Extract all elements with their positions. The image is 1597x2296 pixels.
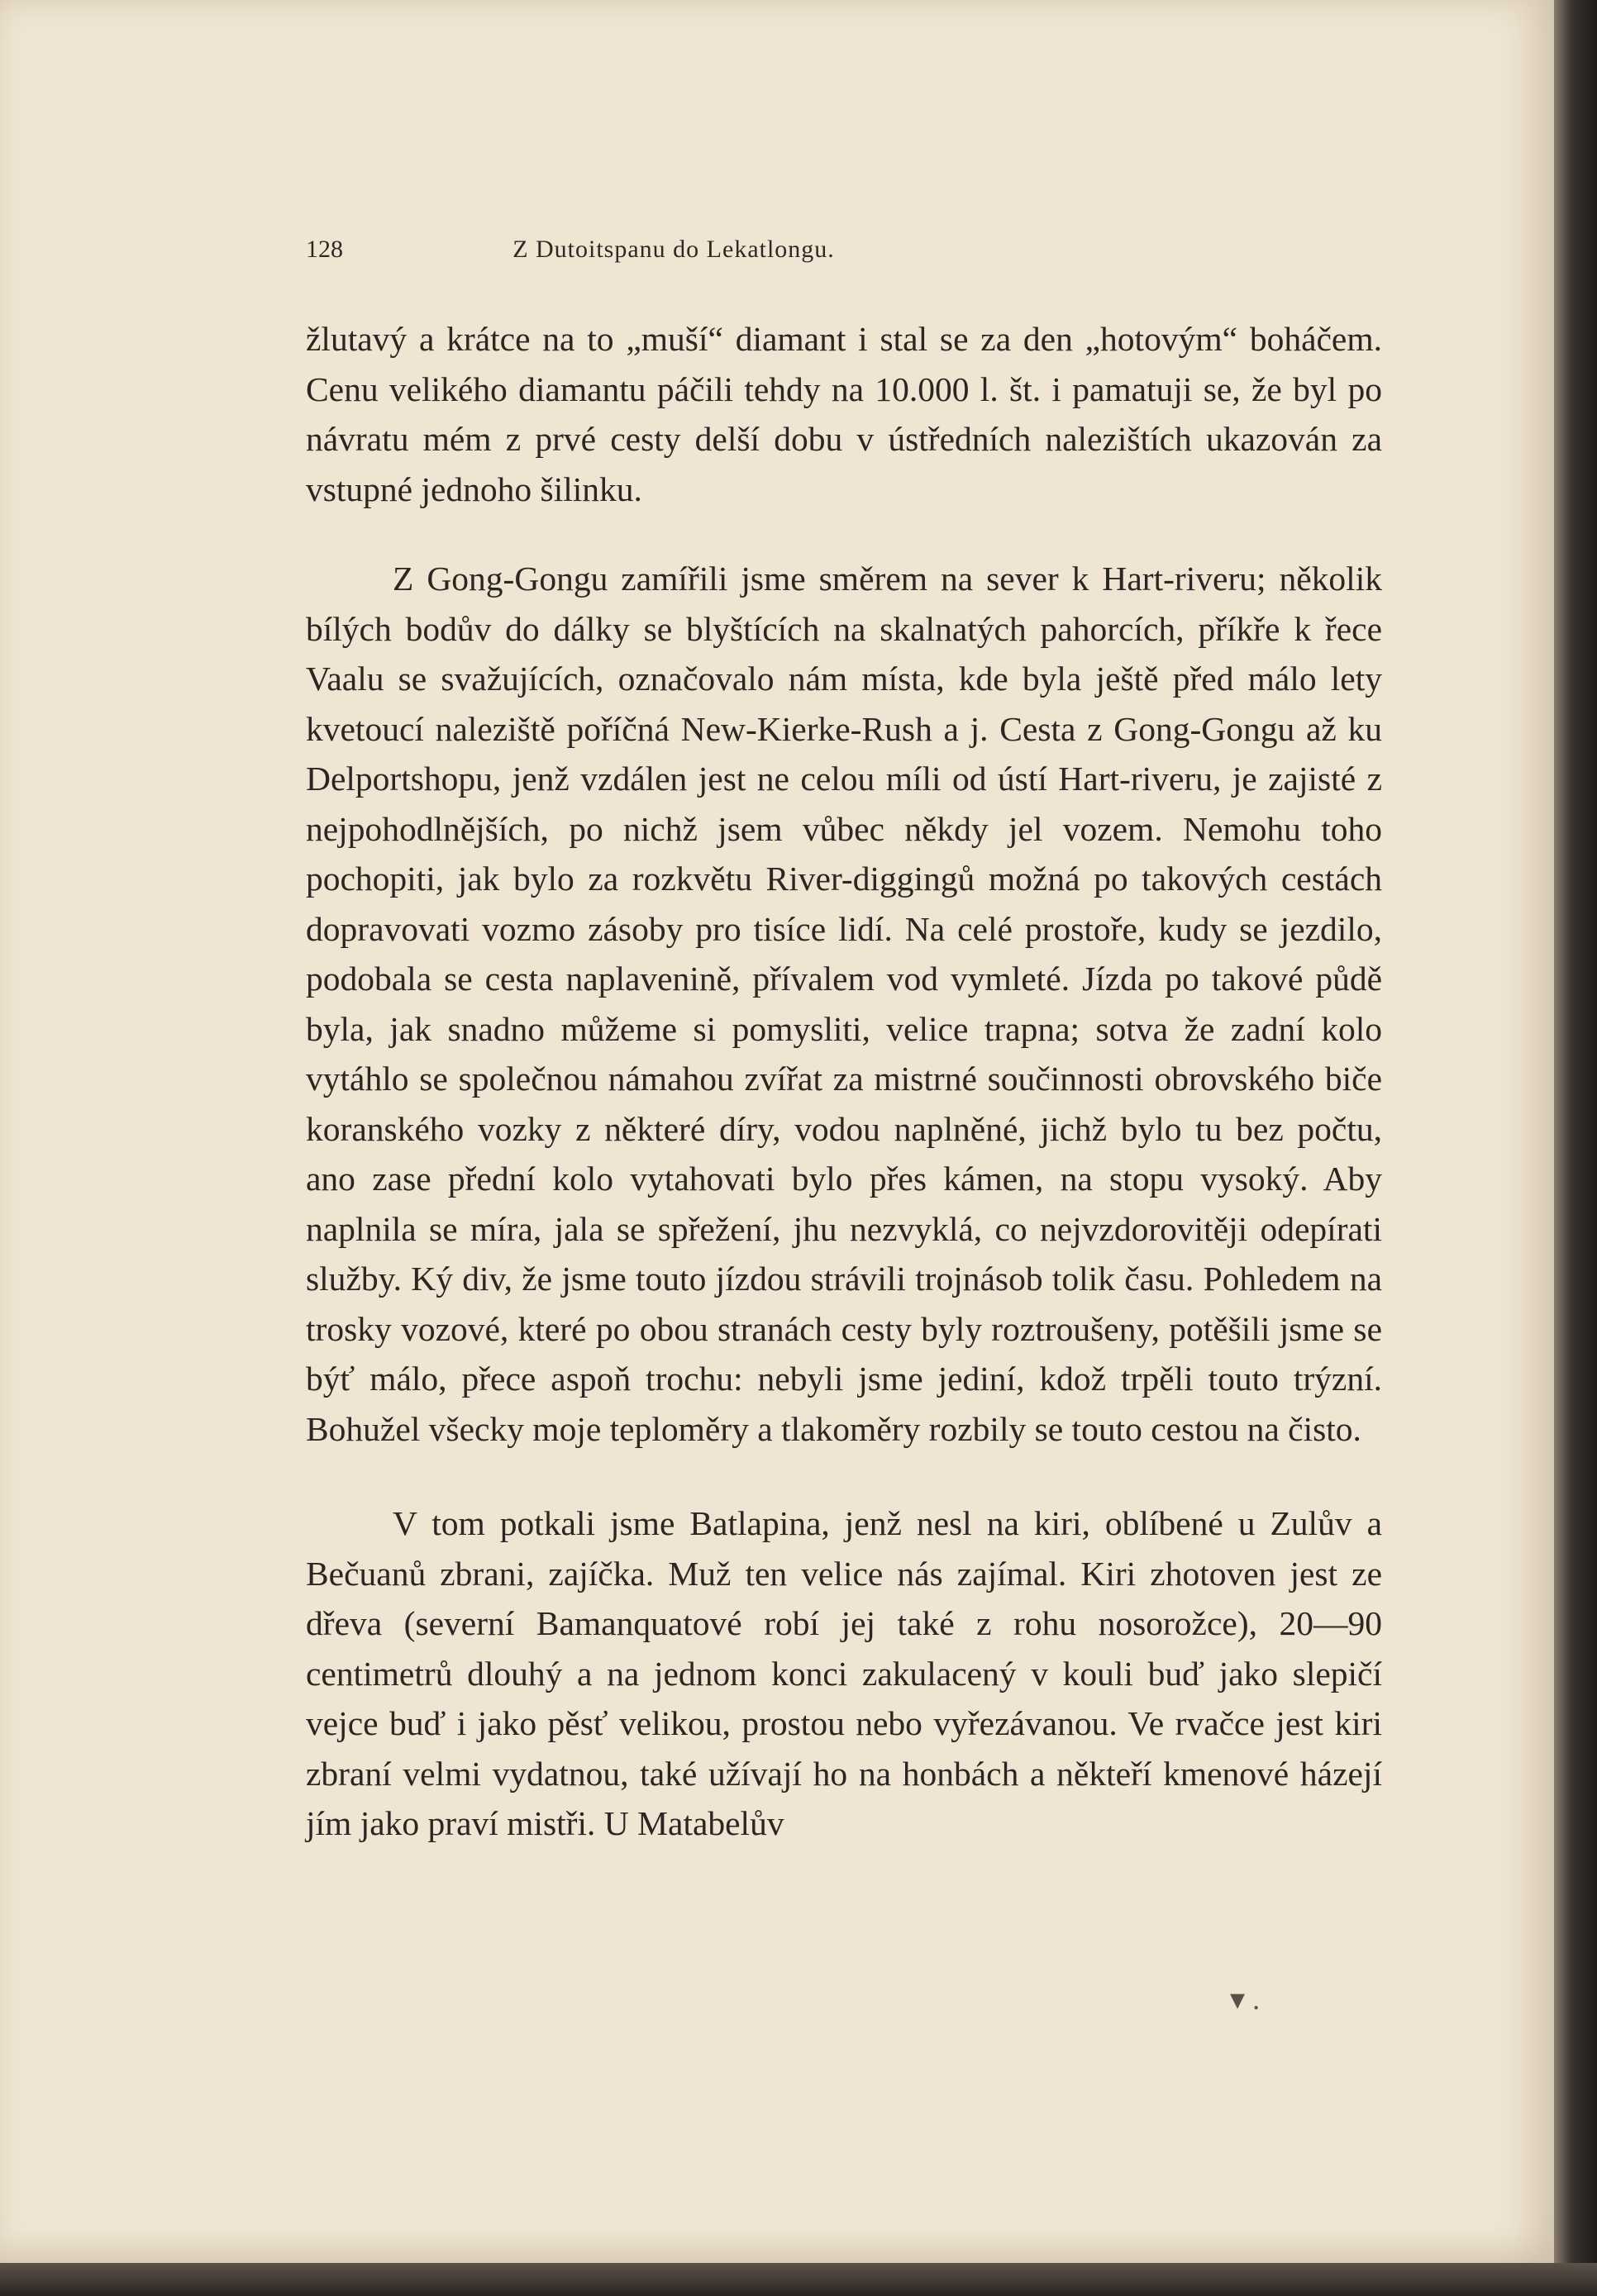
body-text	[306, 314, 1382, 1849]
page-number: 128	[306, 236, 343, 263]
page-edge-shadow	[1554, 0, 1597, 2296]
paragraph-2: Z Gong-Gongu zamířili jsme směrem na sever k Hart-riveru; několik bílých bodův do dálky se blyštících na skalnatých pahorcích, příkře k řece Vaalu se svažujících, označovalo nám místa, kde byla ještě před málo lety kvetoucí naleziště poříčná New-Kierke-Rush a j. Cesta z Gong-Gongu až ku Delportshopu, jenž vzdálen jest ne celou míli od ústí Hart-riveru, je zajisté z nejpohodlnějších, po nichž jsem vůbec někdy jel vozem. Nemohu toho pochopiti, jak bylo za rozkvětu River-diggingů možná po takových cestách dopravovati vozmo zásoby pro tisíce lidí. Na celé prostoře, kudy se jezdilo, podobala se cesta naplavenině, přívalem vod vymleté. Jízda po takové půdě byla, jak snadno můžeme si pomysliti, velice trapna; sotva že zadní kolo vytáhlo se společnou námahou zvířat za mistrné součinnosti obrovského biče koranského vozky z některé díry, vodou naplněné, jichž bylo tu bez počtu, ano zase přední kolo vytahovati bylo přes kámen, na stopu vysoký. Aby naplnila se míra, jala se spřežení, jhu nezvyklá, co nejvzdorovitěji odepírati služby. Ký div, že jsme touto jízdou strávili trojnásob tolik času. Pohledem na trosky vozové, které po obou stranách cesty byly roztroušeny, potěšili jsme se býť málo, přece aspoň trochu: nebyli jsme jediní, kdož trpěli touto trýzní. Bohužel všecky moje teploměry a tlakoměry rozbily se touto cestou na čisto.	[306, 560, 1382, 1448]
running-title: Z Dutoitspanu do Lekatlongu.	[512, 236, 835, 263]
paragraph-3: V tom potkali jsme Batlapina, jenž nesl na kiri, oblíbené u Zulův a Bečuanů zbrani, zajíčka. Muž ten velice nás zajímal. Kiri zhotoven jest ze dřeva (severní Bamanquatové robí jej také z rohu nosorožce), 20—90 centimetrů dlouhý a na jednom konci zakulacený v kouli buď jako slepičí vejce buď i jako pěsť velikou, prostou nebo vyřezávanou. Ve rvačce jest kiri zbraní velmi vydatnou, také užívají ho na honbách a někteří kmenové házejí jím jako praví mistři. U Matabelův	[306, 1504, 1382, 1842]
page-bottom-shadow	[0, 2263, 1597, 2296]
footer-marks: ▾ .	[1230, 1983, 1261, 2016]
paragraph-1: žlutavý a krátce na to „muší“ diamant i stal se za den „hotovým“ boháčem. Cenu velikého diamantu páčili tehdy na 10.000 l. št. i pamatuji se, že byl po návratu mém z prvé cesty delší dobu v ústředních nalezištích ukazován za vstupné jednoho šilinku.	[306, 320, 1382, 508]
page-header	[306, 236, 1042, 269]
